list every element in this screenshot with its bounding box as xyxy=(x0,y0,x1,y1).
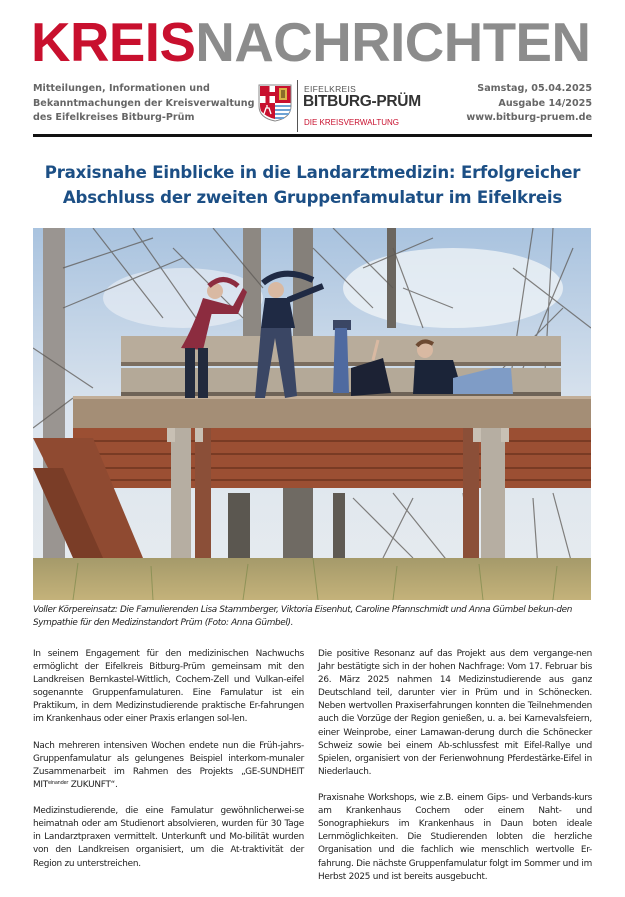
masthead-part-kreis: KREIS xyxy=(31,11,196,73)
issue-date: Samstag, 05.04.2025 xyxy=(477,83,592,94)
description-line: Bekanntmachungen der Kreisverwaltung xyxy=(33,97,255,109)
coat-of-arms-icon xyxy=(258,84,292,122)
issue-number: Ausgabe 14/2025 xyxy=(498,97,592,109)
logo-subtitle-bottom: DIE KREISVERWALTUNG xyxy=(304,118,399,127)
article-headline xyxy=(30,160,595,210)
header-divider xyxy=(33,134,592,137)
photo-illustration xyxy=(33,228,591,600)
paragraph: Praxisnahe Workshops, wie z.B. einem Gips- und Verbands-kurs am Krankenhaus Cochem oder einem Naht- und Sonographiekurs im Krankenhaus in Daun boten ideale Lernmöglichkeiten. Die Studierenden lobten die herzliche Organisation und die fachlich wie menschlich wertvolle Er-fahrung. Die nächste Gruppenfamulatur folgt im Sommer und im Herbst 2025 und ist bereits ausgebucht. xyxy=(318,793,592,882)
masthead-part-nachrichten: NACHRICHTEN xyxy=(195,11,591,73)
logo-divider xyxy=(297,80,298,132)
article-column-right xyxy=(318,648,592,897)
headline-line: Abschluss der zweiten Gruppenfamulatur im Eifelkreis xyxy=(62,188,563,207)
superscript-einander: einander xyxy=(47,779,69,786)
article-photo xyxy=(33,228,591,600)
logo-subtitle-top: EIFELKREIS xyxy=(304,84,357,94)
photo-caption: Voller Körpereinsatz: Die Famulierenden Lisa Stammberger, Viktoria Eisenhut, Caroline Pfannschmidt und Anna Gümbel bekun-den Sympathie für den Medizinstandort Prüm (Foto: Anna Gümbel). xyxy=(33,605,573,628)
paragraph: Medizinstudierende, die eine Famulatur gewöhnlicherwei-se heimatnah oder am Studienort absolvieren, wurden für 30 Tage in Landarztpraxen vermittelt. Unterkunft und Mo-bilität wurden von den Landkreisen organisiert, um die At-traktivität der Region zu unterstreichen. xyxy=(33,806,304,869)
website-link[interactable]: www.bitburg-pruem.de xyxy=(466,112,592,123)
article-column-left xyxy=(33,648,304,884)
logo-name: BITBURG-PRÜM xyxy=(303,93,421,110)
publication-description xyxy=(33,82,255,126)
description-line: des Eifelkreises Bitburg-Prüm xyxy=(33,112,195,123)
paragraph xyxy=(33,740,304,792)
masthead-title xyxy=(31,11,592,73)
description-line: Mitteilungen, Informationen und xyxy=(33,83,210,94)
district-logo xyxy=(257,80,427,132)
paragraph-text: Nach mehreren intensiven Wochen endete nun die Früh-jahrs-Gruppenfamulatur als gelungenes Beispiel interkom-munaler Zusammenarbeit im Rahmen des Projekts „GE-SUNDHEIT MIT xyxy=(33,740,304,790)
paragraph: In seinem Engagement für den medizinischen Nachwuchs ermöglicht der Eifelkreis Bitburg-Prüm gemeinsam mit den Landkreisen Bernkastel-Wittlich, Cochem-Zell und Vulkan-eifel sogenannte Gruppenfamulaturen. Eine Famulatur ist ein Praktikum, in dem Medizinstudierende praktische Er-fahrungen im Krankenhaus oder einer Praxis erlangen sol-len. xyxy=(33,649,304,725)
issue-info xyxy=(422,82,592,126)
paragraph-text: ZUKUNFT“. xyxy=(68,779,118,790)
headline-line: Praxisnahe Einblicke in die Landarztmedizin: Erfolgreicher xyxy=(44,163,581,182)
paragraph: Die positive Resonanz auf das Projekt aus dem vergange-nen Jahr bestätigte sich in der hohen Nachfrage: Vom 17. Februar bis 26. März 2025 nahmen 14 Medizinstudierende aus ganz Deutschland teil, darunter vier in Prüm und in Schönecken. Neben wertvollen Praxiserfahrungen konnten die Teilnehmenden auch die Vorzüge der Region genießen, u. a. bei Karnevalsfeiern, einer Weinprobe, einer Lamawan-derung durch die Schönecker Schweiz sowie bei einem Ab-schlussfest mit Eifel-Rallye und Spielen, organisiert von der Ferienwohnung Pferdestärke-Eifel in Niederlauch. xyxy=(318,649,592,777)
